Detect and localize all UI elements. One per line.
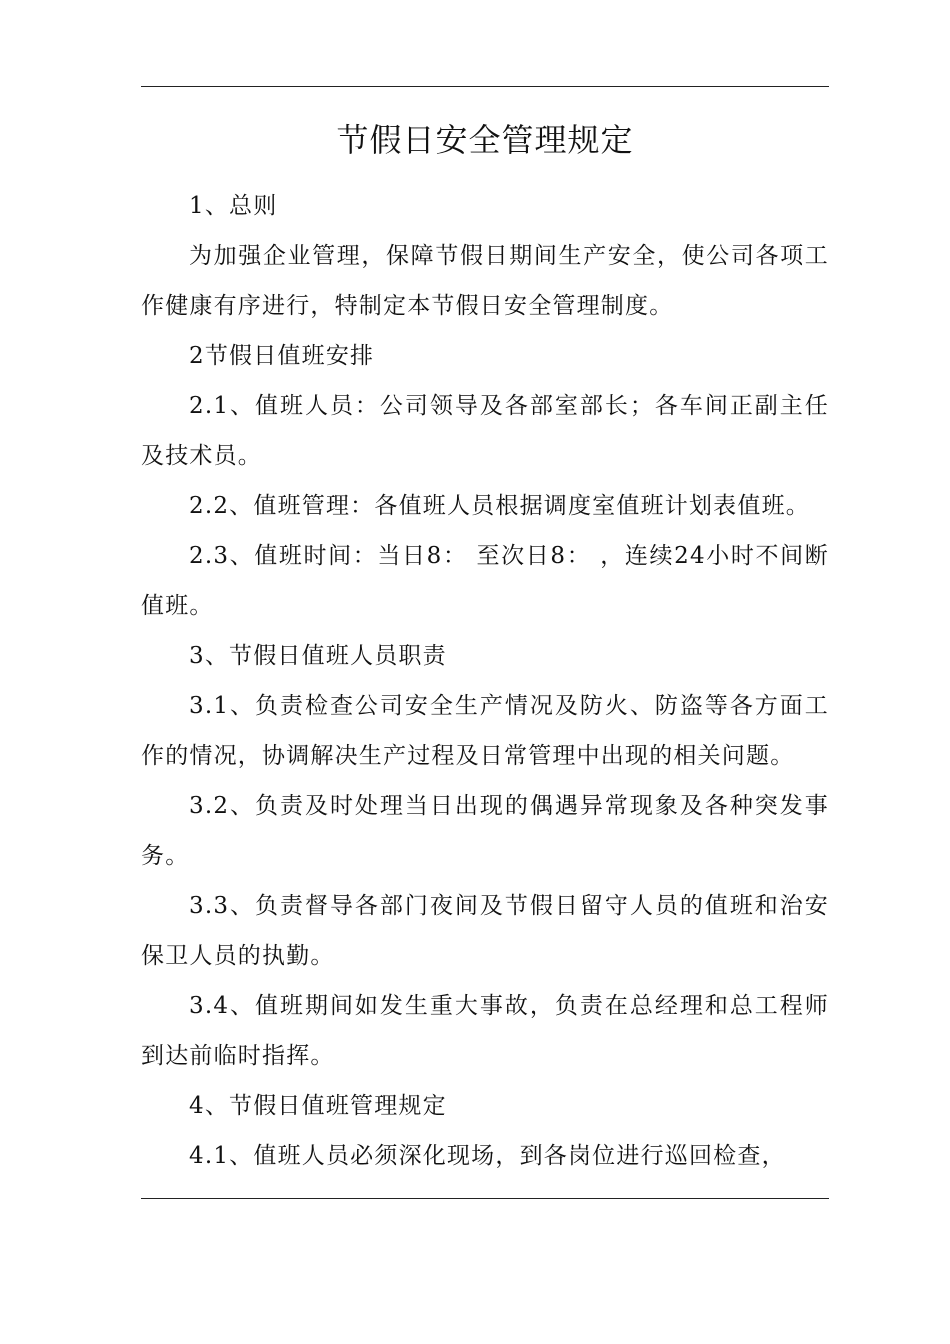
section-heading-duty-rules: 4、节假日值班管理规定 (189, 1093, 447, 1119)
header-rule (141, 86, 829, 87)
paragraph-3-1: 3.1、负责检查公司安全生产情况及防火、防盗等各方面工作的情况，协调解决生产过程及日常管理中出现的相关问题。 (141, 693, 829, 769)
section-heading-duty-responsibilities: 3、节假日值班人员职责 (189, 643, 447, 669)
section-heading-general: 1、总则 (189, 193, 278, 219)
paragraph-3-4: 3.4、值班期间如发生重大事故，负责在总经理和总工程师到达前临时指挥。 (141, 993, 829, 1069)
paragraph-3-3: 3.3、负责督导各部门夜间及节假日留守人员的值班和治安保卫人员的执勤。 (141, 893, 829, 969)
paragraph-purpose: 为加强企业管理，保障节假日期间生产安全，使公司各项工作健康有序进行，特制定本节假日安全管理制度。 (141, 243, 829, 319)
page-title: 节假日安全管理规定 (336, 121, 634, 159)
section-heading-duty-arrangement: 2节假日值班安排 (189, 343, 375, 369)
paragraph-3-2: 3.2、负责及时处理当日出现的偶遇异常现象及各种突发事务。 (141, 793, 829, 869)
paragraph-2-3: 2.3、值班时间：当日8： 至次日8： ，连续24小时不间断值班。 (141, 543, 829, 619)
footer-rule (141, 1198, 829, 1199)
paragraph-2-2: 2.2、值班管理：各值班人员根据调度室值班计划表值班。 (189, 493, 810, 519)
paragraph-2-1: 2.1、值班人员：公司领导及各部室部长；各车间正副主任及技术员。 (141, 393, 829, 469)
paragraph-4-1: 4.1、值班人员必须深化现场，到各岗位进行巡回检查， (189, 1143, 786, 1169)
document-body (141, 181, 829, 1181)
